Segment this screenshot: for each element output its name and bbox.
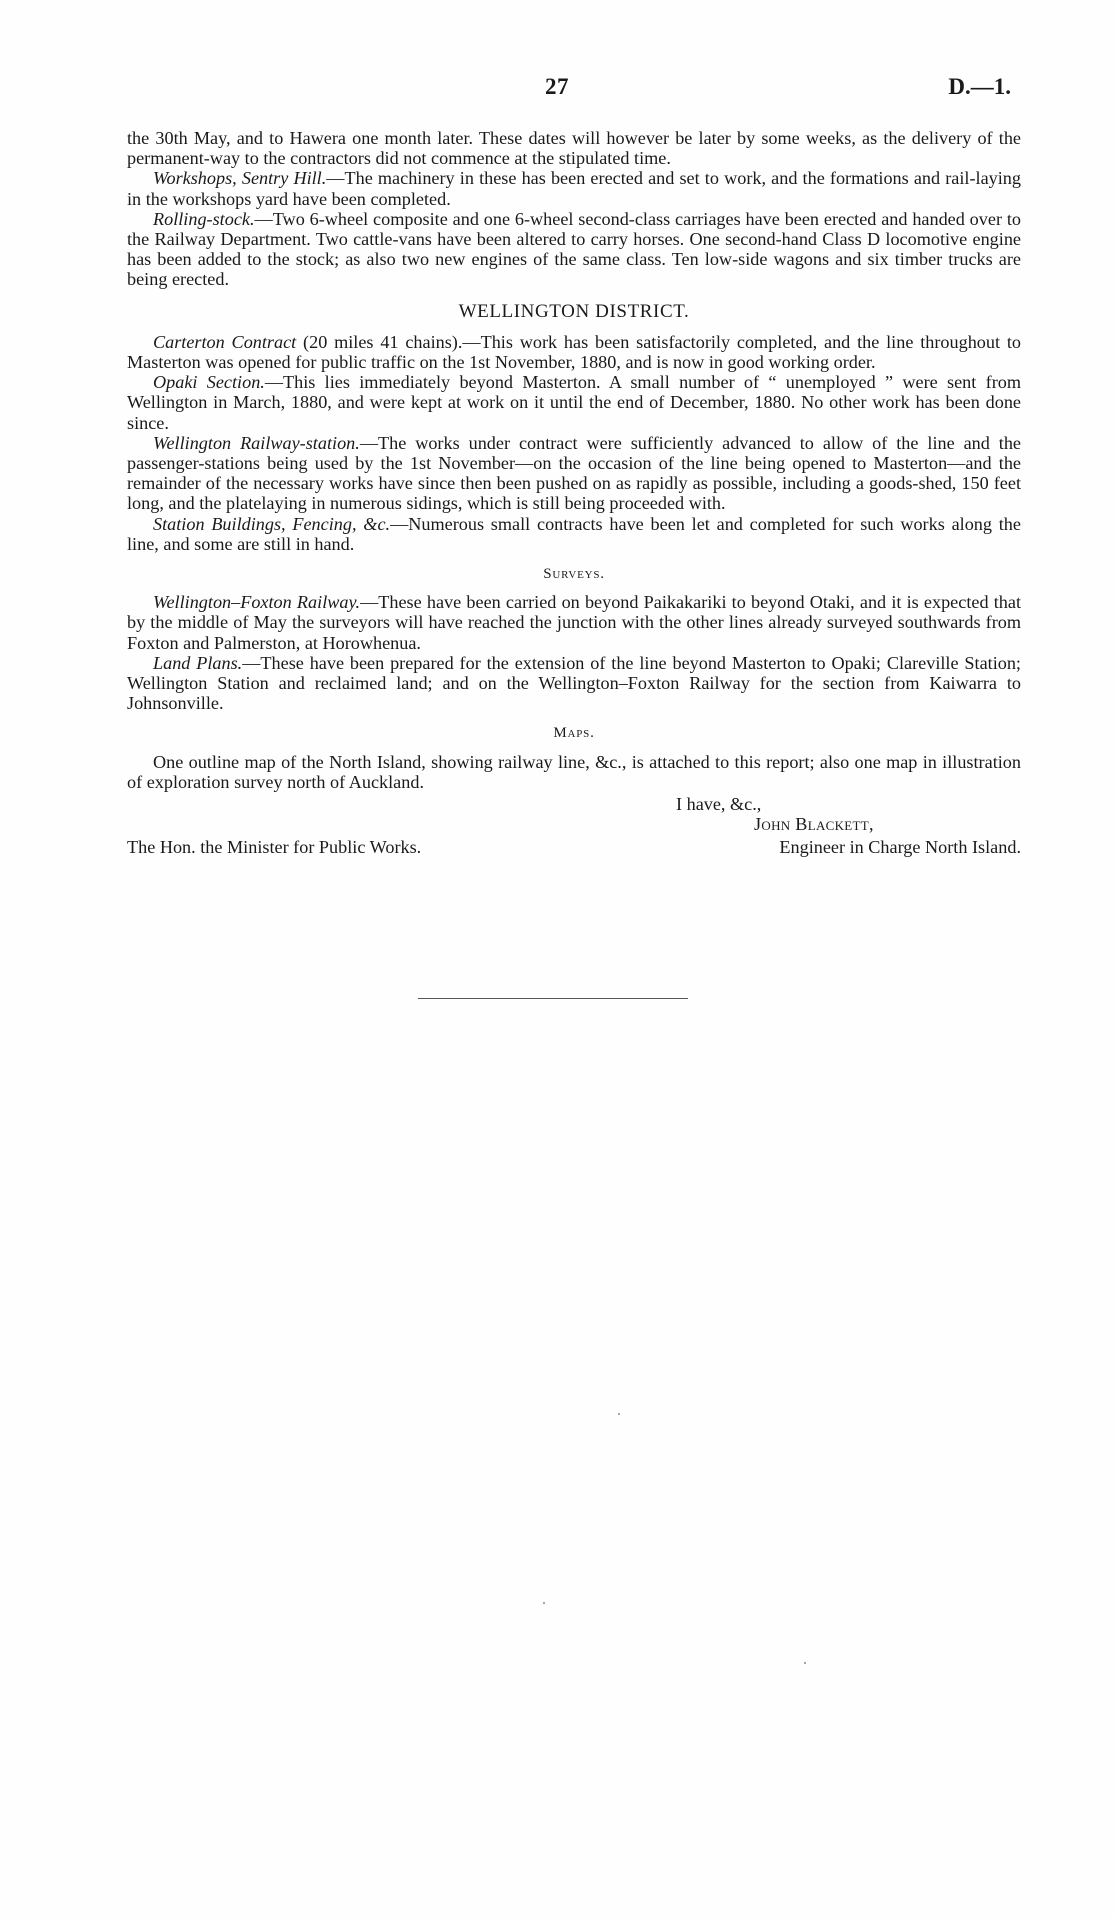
paragraph-maps: One outline map of the North Island, showing railway line, &c., is attached to this report; also one map in illustration of exploration survey north of Auckland. — [127, 751, 1021, 792]
paragraph-text: —These have been prepared for the extension of the line beyond Masterton to Opaki; Clareville Station; Wellington Station and reclaimed land; and on the Wellington–Foxton Railway for the section from Kaiwarra to Johnsonville. — [127, 652, 1021, 714]
end-rule — [418, 998, 688, 999]
section-heading-maps: Maps. — [553, 725, 595, 742]
paragraph-wellington-station — [127, 433, 1021, 514]
closing-addressee: The Hon. the Minister for Public Works. — [127, 836, 422, 857]
paragraph-title: Wellington Railway-station. — [153, 432, 360, 453]
paragraph-station-buildings — [127, 514, 1021, 554]
paragraph-wellington-foxton — [127, 592, 1021, 653]
paragraph-land-plans — [127, 653, 1021, 714]
paragraph-text: —This lies immediately beyond Masterton. A small number of “ unemployed ” were sent from Wellington in March, 1880, and were kept at work on it until the end of December, 1880. No other work has been done since. — [127, 372, 1021, 433]
paragraph-title: Workshops, Sentry Hill. — [153, 168, 327, 189]
paragraph-title: Opaki Section. — [153, 372, 265, 393]
paragraph-rolling-stock — [127, 209, 1021, 290]
paragraph-text: —The machinery in these has been erected and set to work, and the formations and rail-laying in the workshops yard have been completed. — [127, 168, 1021, 209]
page-number: 27 — [545, 74, 569, 99]
paragraph-title: Land Plans. — [153, 652, 243, 673]
paragraph-text: (20 miles 41 chains).—This work has been satisfactorily completed, and the line throughout to Masterton was opened for public traffic on the 1st November, 1880, and is now in good working order. — [127, 331, 1021, 373]
closing-row — [127, 837, 1021, 857]
paper-speck — [618, 1413, 620, 1415]
paragraph-carterton — [127, 332, 1021, 372]
closing-salutation: I have, &c., — [676, 794, 762, 815]
paragraph-title: Rolling-stock. — [153, 208, 255, 229]
paragraph-text: —Two 6-wheel composite and one 6-wheel second-class carriages have been erected and handed over to the Railway Department. Two cattle-vans have been altered to carry horses. One second-hand Class D locomotive engine has been added to the stock; as also two new engines of the same class. Ten low-side wagons and six timber trucks are being erected. — [127, 208, 1021, 290]
paragraph-text: —These have been carried on beyond Paikakariki to beyond Otaki, and it is expected that by the middle of May the surveyors will have reached the junction with the other lines already surveyed southwards from Foxton and Palmerston, at Horowhenua. — [127, 592, 1021, 653]
closing-title: Engineer in Charge North Island. — [779, 836, 1021, 857]
paragraph-title: Wellington–Foxton Railway. — [153, 592, 361, 613]
paragraph-text: —The works under contract were sufficiently advanced to allow of the line and the passenger-stations being used by the 1st November—on the occasion of the line being opened to Masterton—and the remainder of the necessary works have since then been pushed on as rapidly as possible, including a goods-shed, 150 feet long, and the platelaying in numerous sidings, which is still being proceeded with. — [127, 432, 1022, 514]
paragraph-text: —Numerous small contracts have been let and completed for such works along the line, and some are still in hand. — [127, 513, 1021, 554]
report-reference: D.—1. — [948, 74, 1011, 99]
document-body — [127, 128, 1021, 857]
paper-speck — [543, 1602, 545, 1604]
paragraph-title: Carterton Contract — [153, 331, 297, 352]
paragraph-opaki — [127, 372, 1021, 433]
section-heading-surveys: Surveys. — [543, 566, 605, 583]
section-heading-wellington: WELLINGTON DISTRICT. — [458, 300, 690, 322]
paragraph-workshops — [127, 168, 1021, 208]
paper-speck — [804, 1662, 806, 1664]
paragraph-continuation: the 30th May, and to Hawera one month later. These dates will however be later by some weeks, as the delivery of the permanent-way to the contractors did not commence at the stipulated time. — [127, 128, 1021, 169]
paragraph-title: Station Buildings, Fencing, &c. — [153, 513, 391, 534]
closing-signatory: John Blackett, — [754, 814, 874, 835]
